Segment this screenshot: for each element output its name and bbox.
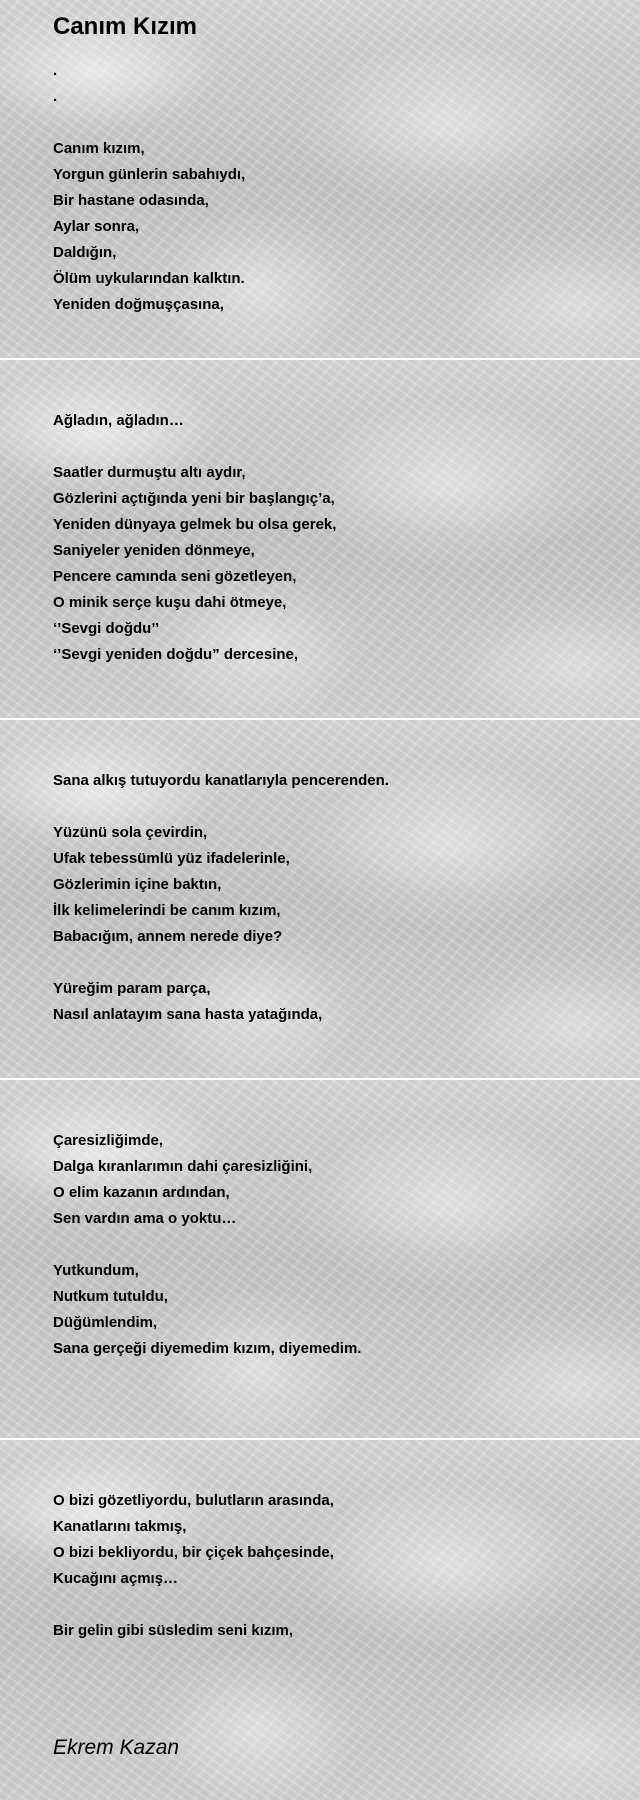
poem-line: Bir gelin gibi süsledim seni kızım, — [53, 1622, 294, 1639]
poem-panel-1 — [0, 0, 640, 358]
poem-line — [53, 1592, 334, 1618]
poem-line: Pencere camında seni gözetleyen, — [53, 568, 297, 585]
poem-line: Sen vardın ama o yoktu… — [53, 1210, 237, 1227]
poem-line: Daldığın, — [53, 244, 117, 261]
stanza-list-4 — [53, 1128, 361, 1362]
poem-line: Düğümlendim, — [53, 1314, 158, 1331]
poem-line: O bizi gözetliyordu, bulutların arasında, — [53, 1492, 334, 1509]
poem-line: O minik serçe kuşu dahi ötmeye, — [53, 594, 287, 611]
poem-line: Sana alkış tutuyordu kanatlarıyla pencerenden. — [53, 772, 389, 789]
poem-line: ‘’Sevgi yeniden doğdu” dercesine, — [53, 646, 299, 663]
stanza-list-5 — [53, 1488, 334, 1644]
poem-line: Yüzünü sola çevirdin, — [53, 824, 208, 841]
poem-line: Canım kızım, — [53, 140, 145, 157]
poem-line: ‘’Sevgi doğdu’’ — [53, 620, 160, 637]
poem-panel-3 — [0, 720, 640, 1078]
poem-line: Ağladın, ağladın… — [53, 412, 184, 429]
poem-line — [53, 1232, 361, 1258]
poem-panel-5 — [0, 1440, 640, 1800]
poem-line: Yorgun günlerin sabahıydı, — [53, 166, 246, 183]
poem-line: Çaresizliğimde, — [53, 1132, 164, 1149]
poem-line — [53, 434, 336, 460]
poem-line: Yeniden doğmuşçasına, — [53, 296, 224, 313]
poem-line: . — [53, 88, 58, 105]
poem-line: Nutkum tutuldu, — [53, 1288, 168, 1305]
poem-line: Sana gerçeği diyemedim kızım, diyemedim. — [53, 1340, 362, 1357]
poem-line: Saniyeler yeniden dönmeye, — [53, 542, 255, 559]
poem-line: Ufak tebessümlü yüz ifadelerinle, — [53, 850, 290, 867]
poem-line: Babacığım, annem nerede diye? — [53, 928, 283, 945]
poem-line — [53, 950, 389, 976]
poem-line: Gözlerini açtığında yeni bir başlangıç’a, — [53, 490, 335, 507]
poem-panel-2 — [0, 360, 640, 718]
poem-line: Yeniden dünyaya gelmek bu olsa gerek, — [53, 516, 337, 533]
poem-line: Gözlerimin içine baktın, — [53, 876, 222, 893]
poem-line: Ölüm uykularından kalktın. — [53, 270, 245, 287]
poem-line: Bir hastane odasında, — [53, 192, 209, 209]
poem-line: Saatler durmuştu altı aydır, — [53, 464, 246, 481]
poem-title: Canım Kızım — [53, 13, 198, 40]
poem-line: Yüreğim param parça, — [53, 980, 211, 997]
poem-line: Dalga kıranlarımın dahi çaresizliğini, — [53, 1158, 313, 1175]
stanza-list-1 — [53, 58, 245, 318]
poem-panel-4 — [0, 1080, 640, 1438]
poem-line: Aylar sonra, — [53, 218, 140, 235]
poem-line: O bizi bekliyordu, bir çiçek bahçesinde, — [53, 1544, 334, 1561]
poem-line: Yutkundum, — [53, 1262, 139, 1279]
poem-author: Ekrem Kazan — [53, 1736, 180, 1759]
stanza-list-3 — [53, 768, 389, 1028]
stanza-list-2 — [53, 408, 336, 668]
poem-line: . — [53, 62, 58, 79]
poem-line: O elim kazanın ardından, — [53, 1184, 230, 1201]
poem-line: İlk kelimelerindi be canım kızım, — [53, 902, 281, 919]
poem-line — [53, 794, 389, 820]
poem-line: Nasıl anlatayım sana hasta yatağında, — [53, 1006, 323, 1023]
poem-line: Kucağını açmış… — [53, 1570, 179, 1587]
poem-line: Kanatlarını takmış, — [53, 1518, 187, 1535]
poem-line — [53, 110, 245, 136]
